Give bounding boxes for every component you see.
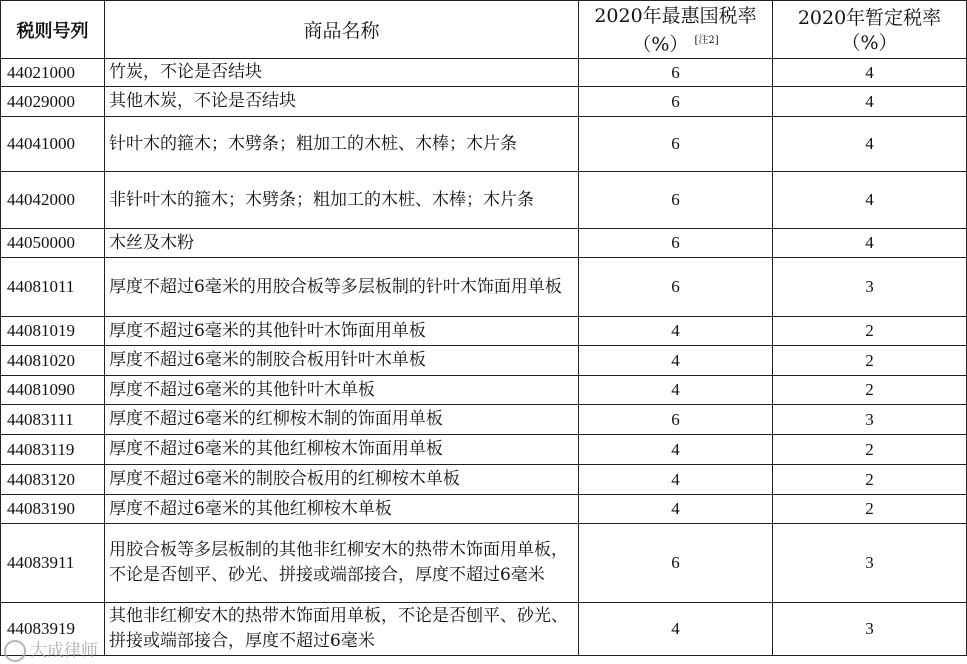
tariff-code-cell: 44029000	[1, 87, 105, 117]
table-row	[1, 117, 967, 172]
tariff-code-cell: 44041000	[1, 117, 105, 172]
tariff-code-cell: 44083919	[1, 603, 105, 656]
mfn-rate-cell: 6	[579, 229, 773, 258]
header-code: 税则号列	[1, 1, 105, 59]
mfn-rate-cell: 4	[579, 495, 773, 524]
table-row	[1, 376, 967, 405]
table-row	[1, 524, 967, 603]
watermark-text: 大成律师	[30, 641, 98, 661]
provisional-rate-cell: 4	[773, 229, 967, 258]
header-mfn-title: 2020年最惠国税率	[594, 4, 757, 27]
product-name-cell: 厚度不超过6毫米的用胶合板等多层板制的针叶木饰面用单板	[105, 258, 579, 317]
tariff-code-cell: 44081020	[1, 346, 105, 376]
mfn-rate-cell: 6	[579, 117, 773, 172]
tariff-code-cell: 44050000	[1, 229, 105, 258]
tariff-code-cell: 44083911	[1, 524, 105, 603]
product-name-cell: 厚度不超过6毫米的其他针叶木单板	[105, 376, 579, 405]
tariff-code-cell: 44083190	[1, 495, 105, 524]
provisional-rate-cell: 2	[773, 465, 967, 495]
tariff-code-cell: 44081019	[1, 317, 105, 346]
product-name-cell: 厚度不超过6毫米的红柳桉木制的饰面用单板	[105, 405, 579, 435]
header-provisional-unit: （%）	[841, 31, 898, 54]
tariff-code-cell: 44083111	[1, 405, 105, 435]
product-name-cell: 厚度不超过6毫米的其他红柳桉木单板	[105, 495, 579, 524]
mfn-rate-cell: 4	[579, 435, 773, 465]
provisional-rate-cell: 2	[773, 376, 967, 405]
table-body	[1, 59, 967, 656]
table-header-row	[1, 1, 967, 59]
product-name-cell: 木丝及木粉	[105, 229, 579, 258]
table-row	[1, 603, 967, 656]
table-row	[1, 59, 967, 87]
provisional-rate-cell: 2	[773, 435, 967, 465]
product-name-cell: 其他非红柳安木的热带木饰面用单板，不论是否刨平、砂光、拼接或端部接合，厚度不超过6毫米	[105, 603, 579, 656]
header-provisional-rate	[773, 1, 967, 59]
provisional-rate-cell: 3	[773, 603, 967, 656]
product-name-cell: 非针叶木的箍木；木劈条；粗加工的木桩、木棒；木片条	[105, 172, 579, 229]
table-row	[1, 258, 967, 317]
table-row	[1, 405, 967, 435]
tariff-code-cell: 44083120	[1, 465, 105, 495]
table-row	[1, 346, 967, 376]
mfn-rate-cell: 6	[579, 405, 773, 435]
mfn-rate-cell: 4	[579, 346, 773, 376]
product-name-cell: 竹炭，不论是否结块	[105, 59, 579, 87]
provisional-rate-cell: 3	[773, 524, 967, 603]
table-row	[1, 435, 967, 465]
table-row	[1, 495, 967, 524]
provisional-rate-cell: 2	[773, 317, 967, 346]
tariff-code-cell: 44042000	[1, 172, 105, 229]
mfn-rate-cell: 4	[579, 317, 773, 346]
mfn-rate-cell: 4	[579, 603, 773, 656]
product-name-cell: 厚度不超过6毫米的其他针叶木饰面用单板	[105, 317, 579, 346]
product-name-cell: 厚度不超过6毫米的制胶合板用的红柳桉木单板	[105, 465, 579, 495]
mfn-rate-cell: 6	[579, 258, 773, 317]
provisional-rate-cell: 2	[773, 346, 967, 376]
product-name-cell: 用胶合板等多层板制的其他非红柳安木的热带木饰面用单板，不论是否刨平、砂光、拼接或端部接合，厚度不超过6毫米	[105, 524, 579, 603]
header-name: 商品名称	[105, 1, 579, 59]
product-name-cell: 厚度不超过6毫米的制胶合板用针叶木单板	[105, 346, 579, 376]
mfn-rate-cell: 6	[579, 524, 773, 603]
header-mfn-rate	[579, 1, 773, 59]
mfn-rate-cell: 4	[579, 465, 773, 495]
header-provisional-title: 2020年暂定税率	[797, 6, 942, 29]
provisional-rate-cell: 4	[773, 87, 967, 117]
header-mfn-note: [注2]	[694, 34, 719, 46]
table-row	[1, 87, 967, 117]
provisional-rate-cell: 4	[773, 117, 967, 172]
provisional-rate-cell: 4	[773, 59, 967, 87]
tariff-code-cell: 44081011	[1, 258, 105, 317]
product-name-cell: 其他木炭，不论是否结块	[105, 87, 579, 117]
tariff-code-cell: 44021000	[1, 59, 105, 87]
mfn-rate-cell: 6	[579, 172, 773, 229]
mfn-rate-cell: 6	[579, 59, 773, 87]
table-row	[1, 317, 967, 346]
mfn-rate-cell: 4	[579, 376, 773, 405]
mfn-rate-cell: 6	[579, 87, 773, 117]
tariff-code-cell: 44081090	[1, 376, 105, 405]
tariff-code-cell: 44083119	[1, 435, 105, 465]
provisional-rate-cell: 3	[773, 405, 967, 435]
table-row	[1, 229, 967, 258]
provisional-rate-cell: 3	[773, 258, 967, 317]
watermark	[4, 636, 98, 662]
provisional-rate-cell: 4	[773, 172, 967, 229]
table-row	[1, 465, 967, 495]
header-mfn-unit: （%）	[632, 33, 689, 56]
weibo-logo-icon	[4, 640, 26, 662]
table-row	[1, 172, 967, 229]
header-mfn-unit-line	[579, 29, 772, 56]
product-name-cell: 针叶木的箍木；木劈条；粗加工的木桩、木棒；木片条	[105, 117, 579, 172]
provisional-rate-cell: 2	[773, 495, 967, 524]
product-name-cell: 厚度不超过6毫米的其他红柳桉木饰面用单板	[105, 435, 579, 465]
